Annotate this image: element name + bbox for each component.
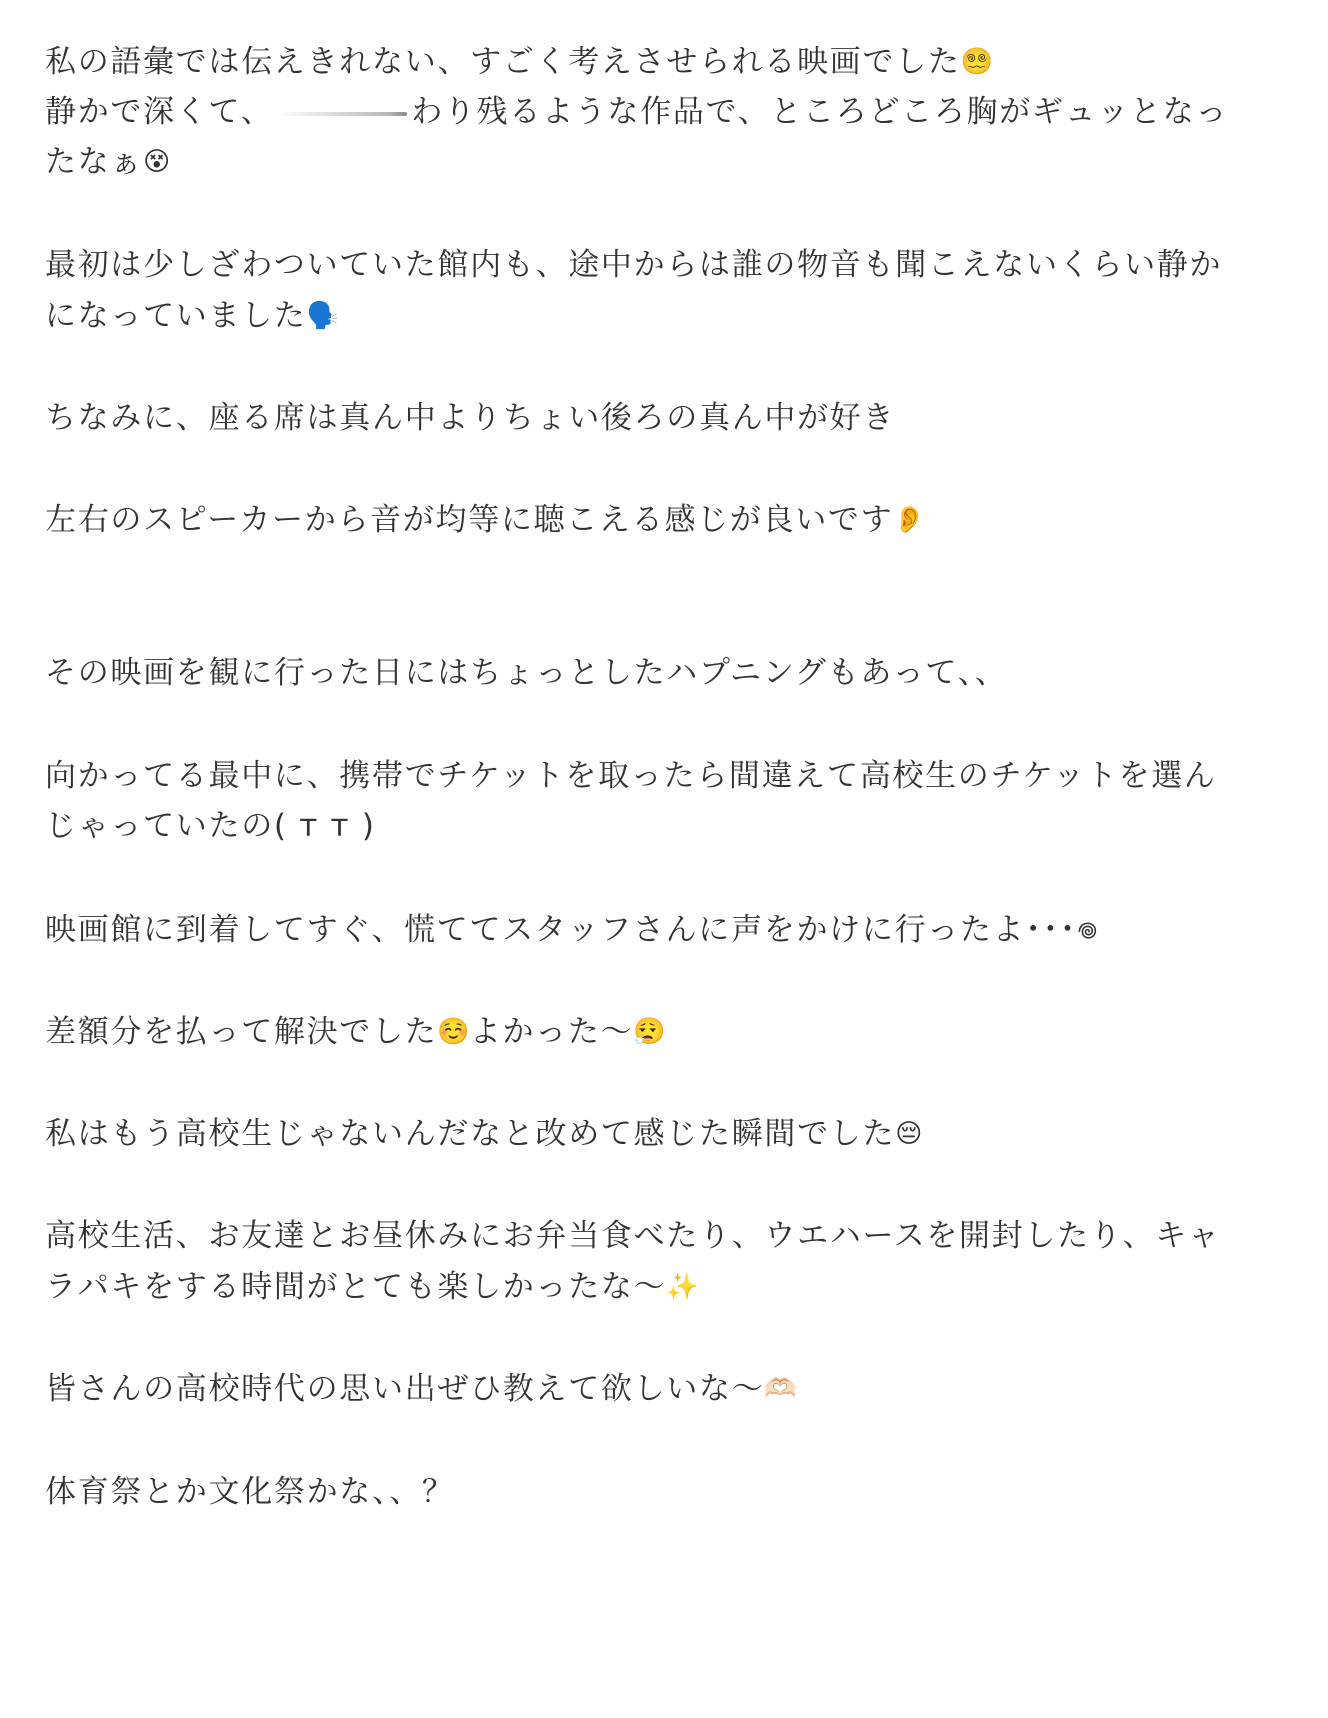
line-text: よかった〜 xyxy=(469,1014,634,1050)
line-text: になっていました xyxy=(45,298,307,334)
line-text: 体育祭とか文化祭かな、、？ xyxy=(45,1474,455,1510)
line-text: 高校生活、お友達とお昼休みにお弁当食べたり、ウエハースを開封したり、キャ xyxy=(45,1218,1221,1254)
paragraph-line xyxy=(45,806,376,846)
line-text: 向かってる最中に、携帯でチケットを取ったら間違えて高校生のチケットを選ん xyxy=(45,758,1217,794)
paragraph-line xyxy=(45,1267,699,1307)
paragraph-line xyxy=(45,1472,455,1512)
paragraph-line xyxy=(45,245,1222,285)
ear-emoji-icon: 👂 xyxy=(893,505,926,535)
paragraph-line xyxy=(45,1114,922,1154)
speaking-head-emoji-icon: 🗣️ xyxy=(306,301,339,331)
relieved-exhale-emoji-icon: 😮‍💨 xyxy=(633,1017,666,1047)
paragraph-line xyxy=(45,653,1007,693)
sparkles-emoji-icon: ✨ xyxy=(666,1272,699,1302)
line-text: 差額分を払って解決でした xyxy=(45,1014,438,1050)
paragraph-line xyxy=(45,500,926,540)
dizzy-face-emoji-icon: 😵‍💫 xyxy=(960,47,993,77)
paragraph-line xyxy=(45,296,339,336)
line-text: ちなみに、座る席は真ん中よりちょい後ろの真ん中が好き xyxy=(45,400,896,436)
paragraph-line xyxy=(45,910,1099,950)
line-text: たなぁ xyxy=(45,144,144,180)
paragraph-line xyxy=(45,42,993,82)
line-text: 私はもう高校生じゃないんだなと改めて感じた瞬間でした xyxy=(45,1116,896,1152)
line-text: ラパキをする時間がとても楽しかったな〜 xyxy=(45,1269,667,1305)
line-text: 静かで深くて、 xyxy=(45,94,274,130)
paragraph-line xyxy=(45,398,895,438)
line-text: 皆さんの高校時代の思い出ぜひ教えて欲しいな〜 xyxy=(45,1371,765,1407)
line-text: 左右のスピーカーから音が均等に聴こえる感じが良いです xyxy=(45,502,894,538)
line-text: わり残るような作品で、ところどころ胸がギュッとなっ xyxy=(411,94,1229,130)
paragraph-line xyxy=(45,92,1228,132)
astonished-face-emoji-icon: 😵 xyxy=(143,147,171,177)
paragraph-line xyxy=(45,756,1217,796)
smiling-face-emoji-icon: ☺️ xyxy=(437,1017,470,1047)
paragraph-line xyxy=(45,142,170,182)
pensive-face-emoji-icon: 😔 xyxy=(895,1119,923,1149)
paragraph-line xyxy=(45,1369,797,1409)
heart-hands-emoji-icon: 🫶🏻 xyxy=(764,1374,797,1404)
line-text: その映画を観に行った日にはちょっとしたハプニングもあって、、 xyxy=(45,655,1008,691)
redacted-blur-mark xyxy=(277,112,407,116)
line-text: じゃっていたの( ᴛ ᴛ ) xyxy=(45,808,376,844)
line-text: 私の語彙では伝えきれない、すごく考えさせられる映画でした xyxy=(45,44,961,80)
line-text: 最初は少しざわついていた館内も、途中からは誰の物音も聞こえないくらい静か xyxy=(45,247,1223,283)
paragraph-line xyxy=(45,1216,1221,1256)
line-text: 映画館に到着してすぐ、慌ててスタッフさんに声をかけに行ったよ･･･𖦹 xyxy=(45,912,1100,948)
paragraph-line xyxy=(45,1012,666,1052)
